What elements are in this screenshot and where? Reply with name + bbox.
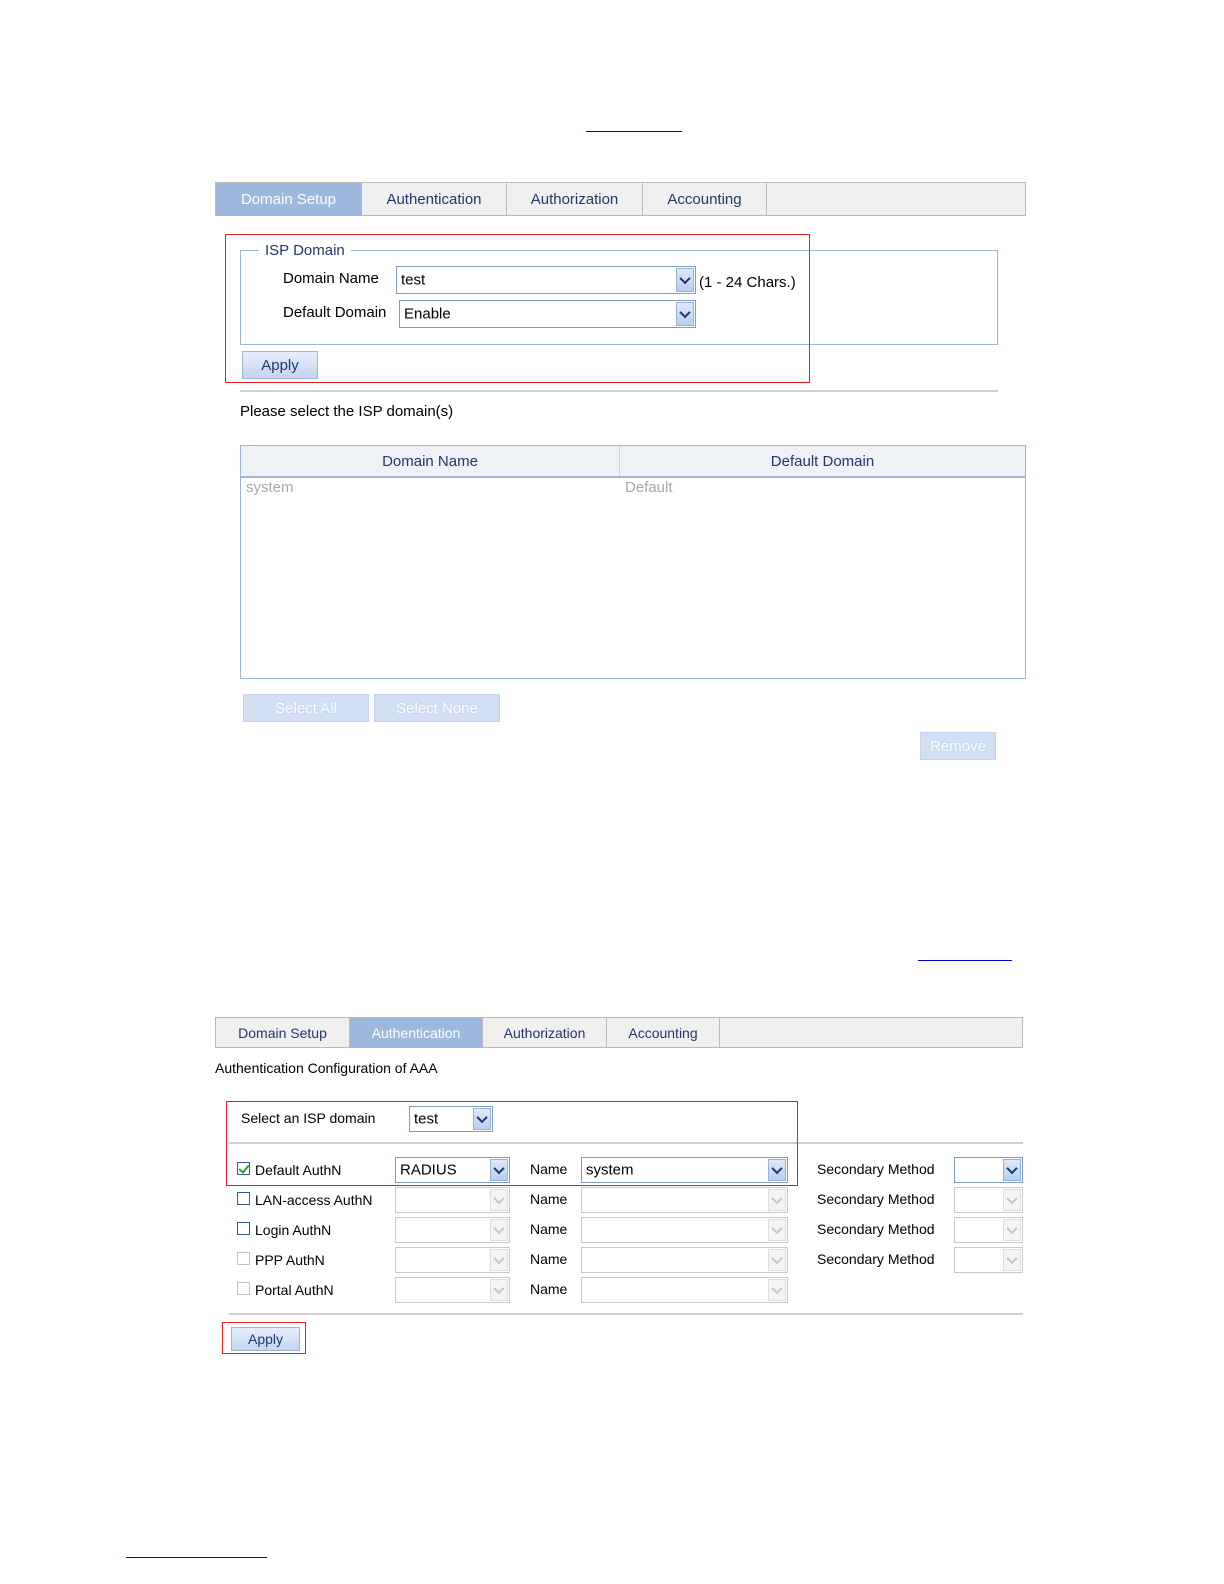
- apply-button[interactable]: Apply: [231, 1327, 300, 1351]
- tab-authorization[interactable]: Authorization: [507, 183, 643, 215]
- apply-button[interactable]: Apply: [242, 351, 318, 379]
- name-select[interactable]: [581, 1277, 788, 1303]
- column-domain-name[interactable]: Domain Name: [241, 446, 620, 476]
- list-prompt: Please select the ISP domain(s): [240, 403, 454, 420]
- divider: [240, 390, 998, 392]
- tab-authorization[interactable]: Authorization: [483, 1018, 607, 1047]
- section-title: Authentication Configuration of AAA: [215, 1060, 438, 1076]
- fieldset-legend: ISP Domain: [259, 242, 351, 259]
- tab-domain-setup[interactable]: Domain Setup: [216, 183, 362, 215]
- figure-link-1[interactable]: [586, 131, 682, 132]
- method-select[interactable]: [395, 1187, 510, 1213]
- domain-name-hint: (1 - 24 Chars.): [699, 274, 796, 291]
- tab-bar-2: [215, 1017, 1023, 1048]
- secondary-method-label: Secondary Method: [817, 1161, 935, 1177]
- name-value: system: [586, 1161, 634, 1179]
- highlight-box: [225, 234, 810, 383]
- tab-authentication[interactable]: Authentication: [362, 183, 507, 215]
- name-select[interactable]: [581, 1247, 788, 1273]
- name-select[interactable]: [581, 1187, 788, 1213]
- table-cell-default-domain[interactable]: Default: [625, 479, 673, 496]
- ppp-authn-checkbox[interactable]: [237, 1252, 250, 1265]
- highlight-box-apply: [222, 1322, 306, 1354]
- chevron-down-icon: [768, 1189, 786, 1211]
- name-label: Name: [530, 1161, 568, 1177]
- table-header: [241, 446, 1025, 478]
- chevron-down-icon: [1003, 1189, 1021, 1211]
- row-label: Portal AuthN: [255, 1282, 334, 1298]
- tab-accounting[interactable]: Accounting: [643, 183, 767, 215]
- name-select[interactable]: [581, 1217, 788, 1243]
- row-label: Default AuthN: [255, 1162, 342, 1178]
- row-label: LAN-access AuthN: [255, 1192, 373, 1208]
- select-none-button[interactable]: Select None: [374, 694, 500, 722]
- name-label: Name: [530, 1191, 568, 1207]
- row-label: PPP AuthN: [255, 1252, 325, 1268]
- login-authn-checkbox[interactable]: [237, 1222, 250, 1235]
- chevron-down-icon: [768, 1249, 786, 1271]
- domain-table: [240, 445, 1026, 679]
- chevron-down-icon: [768, 1279, 786, 1301]
- secondary-method-select[interactable]: [954, 1187, 1023, 1213]
- select-all-button[interactable]: Select All: [243, 694, 369, 722]
- chevron-down-icon: [1003, 1249, 1021, 1271]
- default-domain-value: Enable: [404, 305, 451, 323]
- default-domain-label: Default Domain: [283, 304, 387, 321]
- tab-domain-setup[interactable]: Domain Setup: [216, 1018, 350, 1047]
- secondary-method-select[interactable]: [954, 1157, 1023, 1183]
- chevron-down-icon[interactable]: [1003, 1159, 1021, 1181]
- secondary-method-label: Secondary Method: [817, 1251, 935, 1267]
- highlight-box: [226, 1101, 798, 1186]
- method-select[interactable]: [395, 1247, 510, 1273]
- name-label: Name: [530, 1281, 568, 1297]
- chevron-down-icon: [490, 1219, 508, 1241]
- tab-bar: [215, 182, 1026, 216]
- isp-domain-value: test: [414, 1110, 439, 1128]
- domain-name-label: Domain Name: [283, 270, 379, 287]
- portal-authn-checkbox[interactable]: [237, 1282, 250, 1295]
- figure-link-2[interactable]: [918, 960, 1012, 961]
- chevron-down-icon: [490, 1279, 508, 1301]
- method-value: RADIUS: [400, 1161, 457, 1179]
- method-select[interactable]: [395, 1277, 510, 1303]
- divider-bottom: [229, 1313, 1023, 1315]
- secondary-method-select[interactable]: [954, 1217, 1023, 1243]
- column-default-domain[interactable]: Default Domain: [770, 452, 875, 470]
- select-domain-label: Select an ISP domain: [241, 1110, 376, 1126]
- secondary-method-select[interactable]: [954, 1247, 1023, 1273]
- chevron-down-icon: [490, 1249, 508, 1271]
- chevron-down-icon: [490, 1189, 508, 1211]
- secondary-method-label: Secondary Method: [817, 1191, 935, 1207]
- table-cell-domain-name[interactable]: system: [246, 479, 294, 496]
- remove-button[interactable]: Remove: [920, 732, 996, 760]
- chevron-down-icon: [768, 1219, 786, 1241]
- secondary-method-label: Secondary Method: [817, 1221, 935, 1237]
- tab-accounting[interactable]: Accounting: [607, 1018, 720, 1047]
- name-label: Name: [530, 1221, 568, 1237]
- domain-name-value: test: [401, 271, 426, 289]
- method-select[interactable]: [395, 1217, 510, 1243]
- lan-access-authn-checkbox[interactable]: [237, 1192, 250, 1205]
- row-label: Login AuthN: [255, 1222, 332, 1238]
- name-label: Name: [530, 1251, 568, 1267]
- tab-authentication[interactable]: Authentication: [350, 1018, 483, 1047]
- chevron-down-icon: [1003, 1219, 1021, 1241]
- footnote-link[interactable]: [126, 1557, 267, 1558]
